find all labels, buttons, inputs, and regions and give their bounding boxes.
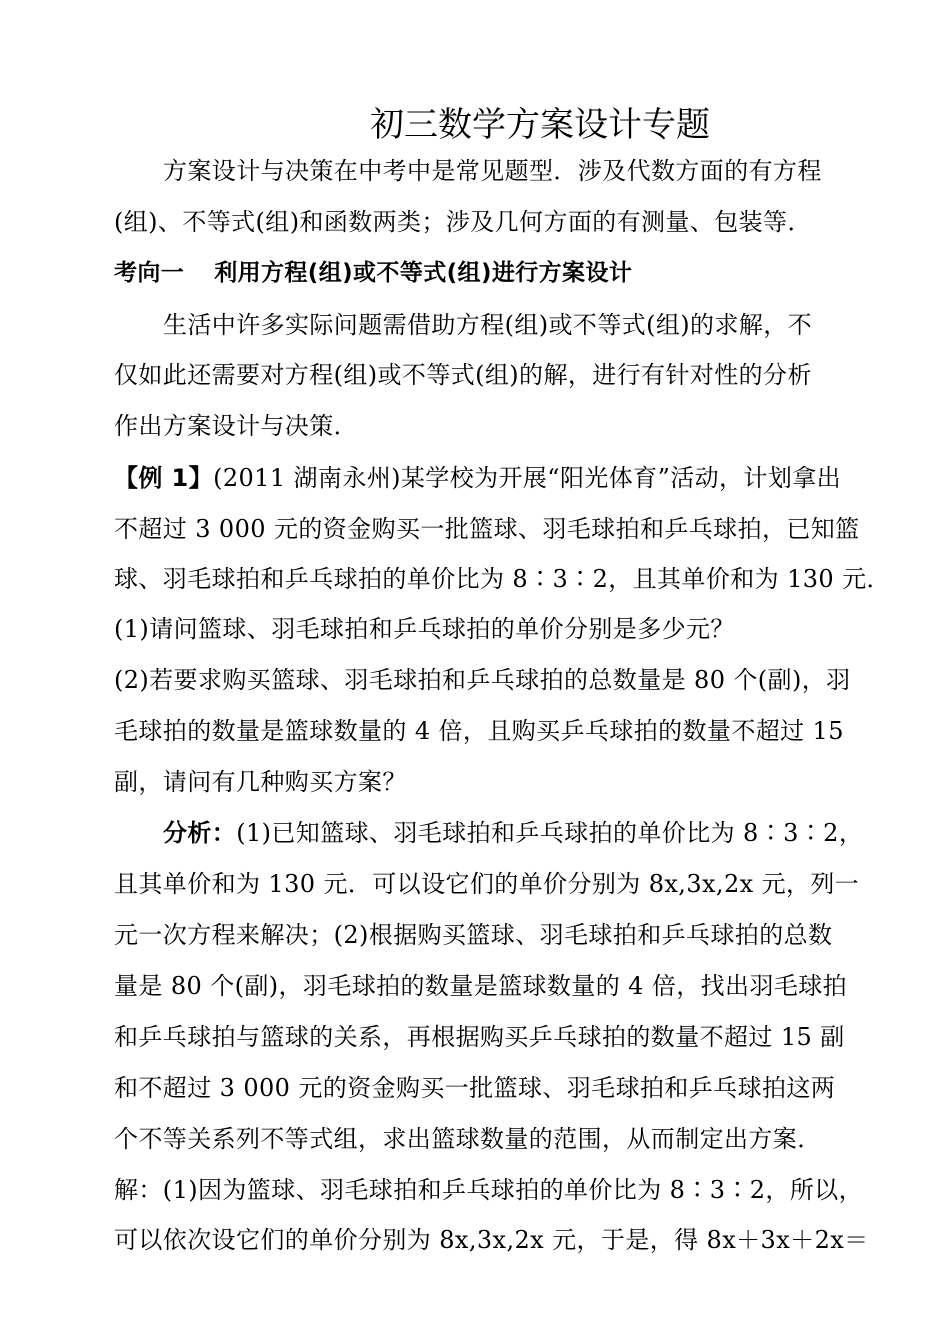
section-text-line: 仅如此还需要对方程(组)或不等式(组)的解，进行有针对性的分析 <box>114 361 812 389</box>
section-text-line: 作出方案设计与决策． <box>114 412 358 440</box>
section-label: 考向一 <box>114 260 185 286</box>
section-title: 利用方程(组)或不等式(组)进行方案设计 <box>214 260 633 286</box>
analysis-line: 和不超过 3 000 元的资金购买一批篮球、羽毛球拍和乒乓球拍这两 <box>114 1074 836 1102</box>
analysis-line: 且其单价和为 130 元．可以设它们的单价分别为 8x,3x,2x 元，列一 <box>114 870 860 898</box>
example-question-2: (2)若要求购买篮球、羽毛球拍和乒乓球拍的总数量是 80 个(副)，羽 <box>114 666 851 694</box>
example-tag: 【例 1】 <box>114 464 214 492</box>
page-title: 初三数学方案设计专题 <box>370 105 710 145</box>
analysis-line <box>163 815 863 851</box>
intro-line: (组)、不等式(组)和函数两类；涉及几何方面的有测量、包装等． <box>114 208 812 236</box>
analysis-line: 和乒乓球拍与篮球的关系，再根据购买乒乓球拍的数量不超过 15 副 <box>114 1023 845 1051</box>
intro-line: 方案设计与决策在中考中是常见题型．涉及代数方面的有方程 <box>163 157 822 185</box>
example-line: 不超过 3 000 元的资金购买一批篮球、羽毛球拍和乒乓球拍，已知篮 <box>114 515 860 543</box>
example-text: (2011 湖南永州)某学校为开展“阳光体育”活动，计划拿出 <box>213 464 842 492</box>
section-heading <box>114 255 632 291</box>
section-text-line: 生活中许多实际问题需借助方程(组)或不等式(组)的求解，不 <box>163 311 813 339</box>
example-line: 副，请问有几种购买方案？ <box>114 768 407 796</box>
example-question-1: (1)请问篮球、羽毛球拍和乒乓球拍的单价分别是多少元？ <box>114 615 735 643</box>
example-line: 球、羽毛球拍和乒乓球拍的单价比为 8∶3∶2，且其单价和为 130 元． <box>114 565 891 593</box>
solution-line: 解：(1)因为篮球、羽毛球拍和乒乓球拍的单价比为 8∶3∶2，所以， <box>114 1176 864 1204</box>
analysis-line: 个不等关系列不等式组，求出篮球数量的范围，从而制定出方案． <box>114 1125 822 1153</box>
example-line: 毛球拍的数量是篮球数量的 4 倍，且购买乒乓球拍的数量不超过 15 <box>114 717 844 745</box>
analysis-line: 元一次方程来解决；(2)根据购买篮球、羽毛球拍和乒乓球拍的总数 <box>114 921 833 949</box>
example-line <box>114 460 841 496</box>
analysis-line: 量是 80 个(副)，羽毛球拍的数量是篮球数量的 4 倍，找出羽毛球拍 <box>114 972 848 1000</box>
analysis-text: (1)已知篮球、羽毛球拍和乒乓球拍的单价比为 8∶3∶2， <box>236 819 864 847</box>
solution-line: 可以依次设它们的单价分别为 8x,3x,2x 元，于是，得 8x＋3x＋2x＝ <box>114 1226 869 1254</box>
analysis-label: 分析： <box>163 819 237 847</box>
